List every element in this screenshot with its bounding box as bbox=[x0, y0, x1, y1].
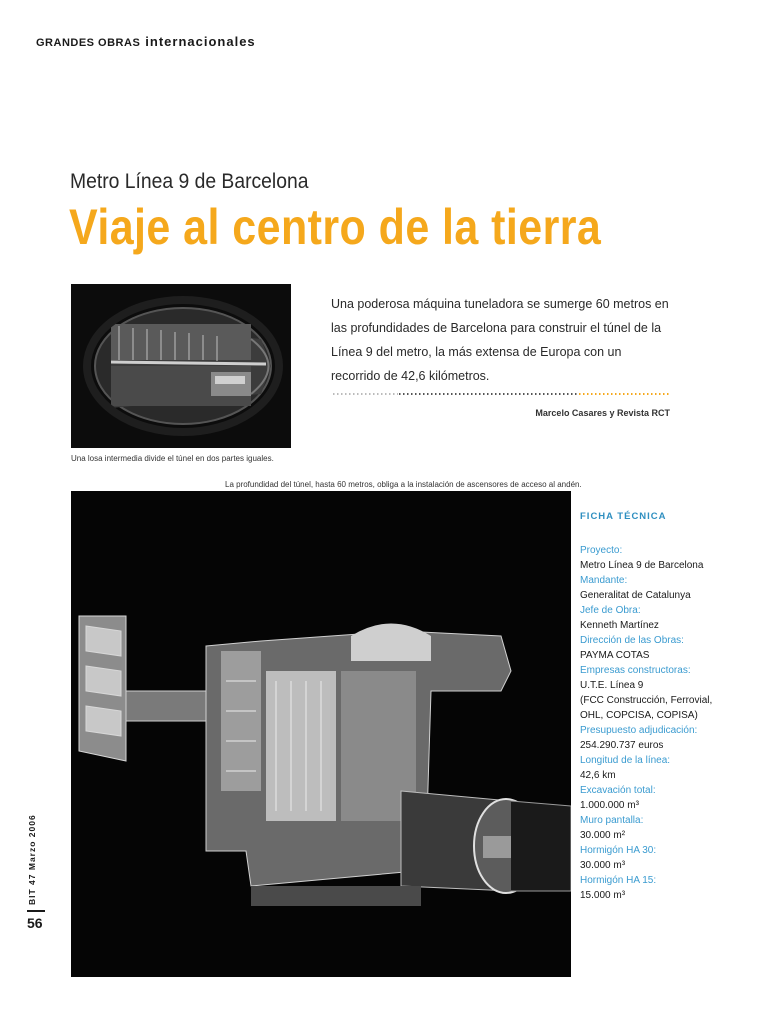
article-lead: Una poderosa máquina tuneladora se sumerge 60 metros en las profundidades de Barcelona para construir el túnel de la Línea 9 del metro, la más extensa de Europa con un recorrido de 42,6 kilómetros. bbox=[331, 297, 669, 383]
sheet-value: 1.000.000 m³ bbox=[580, 800, 639, 811]
photo-caption: La profundidad del túnel, hasta 60 metros, obliga a la instalación de ascensores de acceso al andén. bbox=[225, 480, 582, 489]
sheet-label: Empresas constructoras: bbox=[580, 665, 691, 676]
section-label-bold: internacionales bbox=[145, 34, 256, 49]
sheet-label: Longitud de la línea: bbox=[580, 755, 671, 766]
technical-sheet-item bbox=[580, 753, 760, 783]
technical-sheet-item bbox=[580, 813, 760, 843]
sheet-label: Jefe de Obra: bbox=[580, 605, 641, 616]
sheet-label: Presupuesto adjudicación: bbox=[580, 725, 698, 736]
sheet-value: 15.000 m³ bbox=[580, 890, 626, 901]
dotted-divider bbox=[333, 392, 671, 396]
page-number: 56 bbox=[27, 915, 43, 931]
technical-sheet-item bbox=[580, 603, 760, 633]
technical-sheet-item bbox=[580, 783, 760, 813]
sheet-value: PAYMA COTAS bbox=[580, 650, 650, 661]
section-label-regular: GRANDES OBRAS bbox=[36, 37, 141, 49]
page-number-rule bbox=[27, 910, 45, 912]
technical-sheet-item bbox=[580, 843, 760, 873]
sheet-value: Metro Línea 9 de Barcelona bbox=[580, 560, 704, 571]
technical-sheet-title: FICHA TÉCNICA bbox=[580, 511, 667, 522]
technical-sheet bbox=[580, 511, 760, 903]
sheet-value: 30.000 m³ bbox=[580, 860, 626, 871]
sheet-label: Excavación total: bbox=[580, 785, 656, 796]
section-label bbox=[36, 34, 256, 49]
technical-sheet-item bbox=[580, 663, 760, 723]
technical-sheet-item bbox=[580, 873, 760, 903]
sheet-label: Muro pantalla: bbox=[580, 815, 644, 826]
sheet-label: Hormigón HA 15: bbox=[580, 875, 657, 886]
issue-label: BIT 47 Marzo 2006 bbox=[27, 814, 37, 905]
sheet-label: Mandante: bbox=[580, 575, 628, 586]
sheet-value: U.T.E. Línea 9 (FCC Construcción, Ferrovial, OHL, COPCISA, COPISA) bbox=[580, 680, 713, 721]
photo-caption: Una losa intermedia divide el túnel en dos partes iguales. bbox=[71, 454, 274, 463]
sheet-value: 30.000 m² bbox=[580, 830, 626, 841]
article-kicker: Metro Línea 9 de Barcelona bbox=[70, 170, 309, 193]
sheet-label: Proyecto: bbox=[580, 545, 623, 556]
article-author: Marcelo Casares y Revista RCT bbox=[535, 408, 670, 418]
technical-sheet-item bbox=[580, 573, 760, 603]
sheet-label: Hormigón HA 30: bbox=[580, 845, 657, 856]
sheet-value: Generalitat de Catalunya bbox=[580, 590, 691, 601]
technical-sheet-item bbox=[580, 633, 760, 663]
sheet-value: 254.290.737 euros bbox=[580, 740, 664, 751]
technical-sheet-item bbox=[580, 723, 760, 753]
tunnel-cross-section-photo bbox=[71, 284, 291, 448]
technical-sheet-item bbox=[580, 543, 760, 573]
station-cutaway-render bbox=[71, 491, 571, 977]
sheet-value: 42,6 km bbox=[580, 770, 616, 781]
sheet-label: Dirección de las Obras: bbox=[580, 635, 684, 646]
article-headline: Viaje al centro de la tierra bbox=[69, 199, 602, 255]
sheet-value: Kenneth Martínez bbox=[580, 620, 659, 631]
